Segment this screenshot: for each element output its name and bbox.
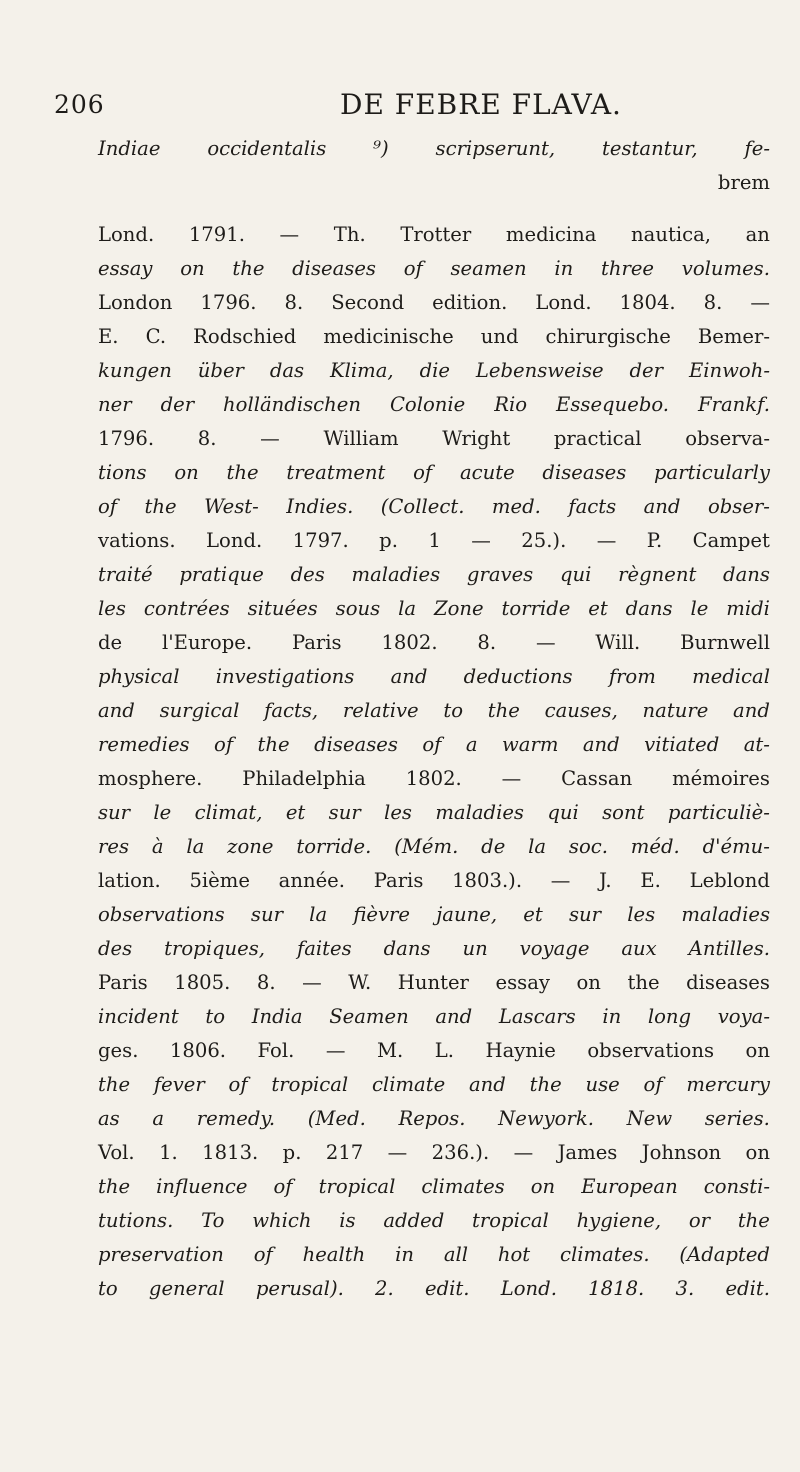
text-line-4: essay on the diseases of seamen in three volumes. (98, 257, 770, 280)
text-line-21: res à la zone torride. (Mém. de la soc. méd. d'ému- (98, 835, 770, 858)
text-line-30: Vol. 1. 1813. p. 217 — 236.). — James Johnson on (98, 1141, 770, 1164)
text-line-24: des tropiques, faites dans un voyage aux Antilles. (98, 937, 770, 960)
text-line-3: Lond. 1791. — Th. Trotter medicina nautica, an (98, 223, 770, 246)
text-line-10: tions on the treatment of acute diseases particularly (98, 461, 770, 484)
text-line-34: to general perusal). 2. edit. Lond. 1818. 3. edit. (98, 1277, 770, 1300)
text-line-23: observations sur la fièvre jaune, et sur les maladies (98, 903, 770, 926)
text-line-14: les contrées situées sous la Zone torride et dans le midi (98, 597, 770, 620)
text-line-27: ges. 1806. Fol. — M. L. Haynie observations on (98, 1039, 770, 1062)
text-line-2 (98, 166, 770, 200)
running-title: DE FEBRE FLAVA. (340, 88, 622, 121)
text-line-28: the fever of tropical climate and the use of mercury (98, 1073, 770, 1096)
text-line-1: Indiae occidentalis ⁹) scripserunt, testantur, fe- (98, 137, 770, 160)
text-line-7: kungen über das Klima, die Lebensweise der Einwoh- (98, 359, 770, 382)
text-line-20: sur le climat, et sur les maladies qui sont particuliè- (98, 801, 770, 824)
text-line-5: London 1796. 8. Second edition. Lond. 1804. 8. — (98, 291, 770, 314)
text-line-15: de l'Europe. Paris 1802. 8. — Will. Burnwell (98, 631, 770, 654)
text-line-33: preservation of health in all hot climates. (Adapted (98, 1243, 770, 1266)
text-line-6: E. C. Rodschied medicinische und chirurgische Bemer- (98, 325, 770, 348)
text-line-12: vations. Lond. 1797. p. 1 — 25.). — P. Campet (98, 529, 770, 552)
text-line-9: 1796. 8. — William Wright practical observa- (98, 427, 770, 450)
text-line-19: mosphere. Philadelphia 1802. — Cassan mémoires (98, 767, 770, 790)
text-line-29: as a remedy. (Med. Repos. Newyork. New series. (98, 1107, 770, 1130)
running-head (40, 90, 760, 130)
text-line-17: and surgical facts, relative to the causes, nature and (98, 699, 770, 722)
text-line-11: of the West- Indies. (Collect. med. facts and obser- (98, 495, 770, 518)
text-line-26: incident to India Seamen and Lascars in long voya- (98, 1005, 770, 1028)
body-text (98, 132, 770, 1306)
text-line-16: physical investigations and deductions from medical (98, 665, 770, 688)
text-line-18: remedies of the diseases of a warm and vitiated at- (98, 733, 770, 756)
text-line-13: traité pratique des maladies graves qui règnent dans (98, 563, 770, 586)
text-line-22: lation. 5ième année. Paris 1803.). — J. E. Leblond (98, 869, 770, 892)
text-line-32: tutions. To which is added tropical hygiene, or the (98, 1209, 770, 1232)
text-line-25: Paris 1805. 8. — W. Hunter essay on the diseases (98, 971, 770, 994)
text-line-31: the influence of tropical climates on European consti- (98, 1175, 770, 1198)
text-line-2-text: brem (717, 171, 770, 194)
page-number: 206 (54, 90, 105, 119)
text-line-8: ner der holländischen Colonie Rio Essequebo. Frankf. (98, 393, 770, 416)
